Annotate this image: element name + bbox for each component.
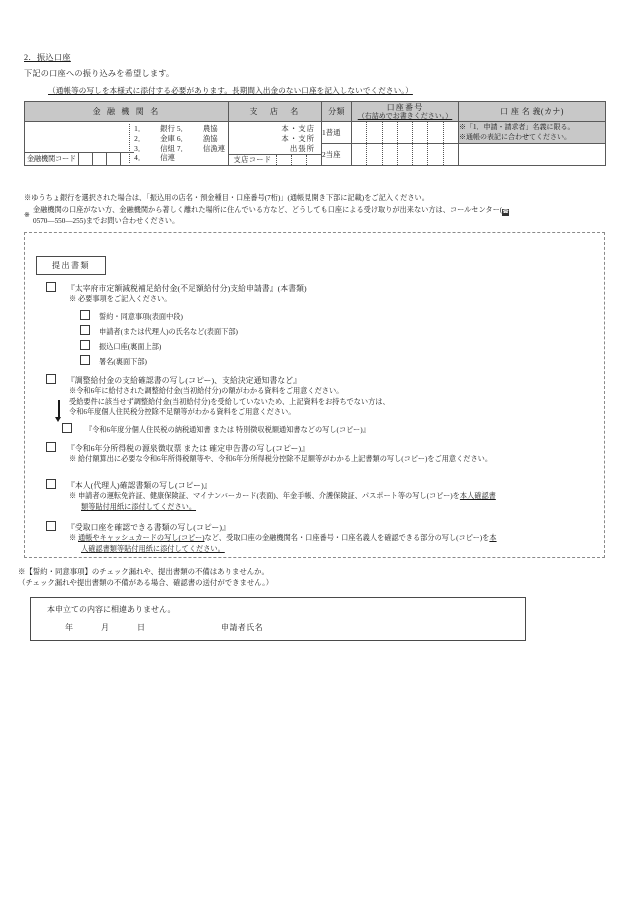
checklist-item-2[interactable] — [46, 374, 591, 418]
account-number-cell[interactable] — [382, 122, 397, 143]
institution-type-row — [134, 144, 225, 154]
note-2-line2: 0570—550—255)までお問い合わせください。 — [33, 216, 180, 225]
checklist-item-3-note: ※ 給付額算出に必要な令和6年所得税額等や、令和6年分所得税分控除不足額等がわかる上記書類の写し(コピー)をご用意ください。 — [69, 455, 493, 464]
checklist-item-1[interactable] — [46, 282, 586, 305]
subcheck-label: 申請者(または代理人)の氏名など(表面下部) — [99, 327, 238, 336]
section-note — [48, 85, 413, 96]
bank-account-table — [24, 101, 606, 166]
declaration-statement: 本申立ての内容に相違ありません。 — [47, 605, 176, 614]
type-name-2: 金庫 — [160, 133, 175, 143]
type-name-4: 信連 — [160, 153, 175, 163]
type-no-7: 7． — [176, 143, 188, 153]
item-5-note-mid: など、受取口座の金融機関名・口座番号・口座名義人を確認できる部分の写し(コピー)を — [204, 534, 490, 543]
institution-type-row — [134, 124, 225, 134]
table-header-row — [25, 102, 606, 122]
checklist-item-2-note-2: 受給要件に該当せず調整給付金(当初給付分)を受給していないため、上記資料をお持ちでない方は、 — [69, 397, 390, 406]
section-note-text: （通帳等の写しを本様式に添付する必要があります。長期間入出金のない口座を記入しないでください。） — [48, 86, 413, 95]
checkbox-subitem-2[interactable] — [80, 325, 90, 335]
type-no-5: 5． — [176, 124, 188, 133]
bottom-note-1: ※【誓約・同意事項】のチェック漏れや、提出書類の不備はありませんか。 — [18, 567, 269, 576]
header-account-number-hint: （右詰めでお書きください。） — [357, 112, 453, 121]
table-notes — [24, 193, 609, 227]
account-number-grid[interactable] — [352, 144, 458, 165]
table-note-2 — [24, 205, 609, 227]
item-5-note-underline-1: 通帳やキャッシュカードの写し(コピー) — [78, 534, 205, 543]
account-number-cell[interactable] — [352, 144, 366, 165]
type-name-5: 農協 — [202, 124, 218, 133]
header-institution-name: 金 融 機 関 名 — [25, 102, 229, 122]
account-number-cell[interactable] — [397, 122, 412, 143]
account-number-grid[interactable] — [352, 122, 458, 143]
account-number-cell[interactable] — [397, 144, 412, 165]
checkbox-subitem-1[interactable] — [80, 310, 90, 320]
branch-code-box[interactable] — [291, 155, 306, 165]
header-account-holder: 口 座 名 義(カナ) — [459, 102, 606, 122]
institution-code-row — [25, 152, 134, 165]
checklist-item-3-title: 『令和6年分所得税の源泉徴収票 または 確定申告書の写し(コピー)』 — [66, 444, 310, 453]
branch-type-line: 本・支所 — [281, 133, 315, 143]
account-number-cell[interactable] — [427, 144, 442, 165]
table-body-row-1 — [25, 122, 606, 144]
declaration-signature-box[interactable] — [30, 597, 526, 641]
account-number-cell[interactable] — [443, 144, 458, 165]
type-name-3: 信組 — [160, 143, 175, 153]
account-holder-notes — [459, 122, 606, 144]
subcheck-row[interactable] — [80, 340, 580, 352]
account-number-cell[interactable] — [352, 122, 366, 143]
checklist-item-2-child-title: 『令和6年度分個人住民税の納税通知書 または 特別徴収税額通知書などの写し(コピー)』 — [84, 426, 370, 434]
category-option-touza[interactable] — [322, 144, 352, 166]
header-account-number — [352, 102, 459, 122]
item-5-note-pre: ※ — [69, 534, 78, 543]
institution-type-row — [134, 134, 225, 144]
branch-input-cell[interactable] — [229, 122, 322, 166]
item-5-note-underline-2: 本 — [489, 534, 497, 543]
checklist-item-4-note — [69, 491, 611, 512]
checklist-item-5[interactable] — [46, 521, 611, 554]
subcheck-label: 振込口座(裏面上部) — [99, 342, 162, 351]
account-number-cell[interactable] — [412, 122, 427, 143]
checkbox-item-4[interactable] — [46, 479, 56, 489]
header-branch-name: 支 店 名 — [229, 102, 322, 122]
institution-code-boxes[interactable] — [79, 152, 134, 165]
account-number-cell[interactable] — [366, 144, 381, 165]
branch-type-lines — [229, 124, 315, 153]
branch-code-boxes[interactable] — [276, 155, 321, 165]
header-account-number-line1: 口座番号 — [386, 102, 424, 112]
submit-documents-label: 提出書類 — [36, 256, 106, 275]
account-number-input-row-1[interactable] — [352, 122, 459, 144]
note-mark: ※ — [24, 210, 31, 219]
subcheck-row[interactable] — [80, 355, 580, 367]
checklist-item-2-note-3: 令和6年度個人住民税分控除不足額等がわかる資料をご用意ください。 — [69, 408, 296, 417]
checklist-item-1-title: 『太宰府市定額減税補足給付金(不足額給付分)支給申請書』(本書類) — [66, 284, 307, 293]
checklist-item-5-title: 『受取口座を確認できる書類の写し(コピー)』 — [66, 523, 230, 532]
account-number-cell[interactable] — [366, 122, 381, 143]
institution-type-row — [134, 153, 225, 163]
checklist-item-4-title: 『本人(代理人)確認書類の写し(コピー)』 — [66, 481, 212, 490]
header-account-number-line2 — [352, 112, 458, 120]
table-note-1: ※ゆうちょ銀行を選択された場合は、「振込用の店名・預金種目・口座番号(7桁)」(通帳見開き下部に記載)をご記入ください。 — [24, 194, 429, 202]
arrow-head — [55, 417, 61, 422]
type-no-1: 1． — [134, 124, 146, 133]
checklist-item-1-note: ※ 必要事項をご記入ください。 — [69, 295, 172, 304]
bottom-note-2: （チェック漏れや提出書類の不備がある場合、確認書の送付ができません。） — [18, 578, 274, 588]
checkbox-subitem-4[interactable] — [80, 355, 90, 365]
checkbox-item-5[interactable] — [46, 521, 56, 531]
institution-code-box[interactable] — [121, 153, 134, 165]
header-category: 分類 — [322, 102, 352, 122]
subcheck-row[interactable] — [80, 310, 580, 322]
category-option-futsuu[interactable] — [322, 122, 352, 144]
subcheck-label: 誓約・同意事項(表面中段) — [99, 313, 183, 321]
checkbox-item-1[interactable] — [46, 282, 56, 292]
item-4-note-underline-1: 本人確認書 — [459, 492, 496, 501]
holder-note: ※通帳の表記に合わせてください。 — [459, 132, 571, 141]
note-2-line1: 金融機関の口座がない方、金融機関から著しく離れた場所に住んでいる方など、どうしても口座による受け取りが出来ない方は、コールセンター( — [33, 205, 503, 214]
checklist-item-5-note — [69, 533, 611, 554]
type-no-4: 4． — [134, 153, 146, 163]
branch-type-line: 本・支店 — [281, 124, 315, 133]
type-no-6: 6． — [176, 133, 188, 143]
institution-code-label: 金融機関コード — [25, 152, 79, 165]
category-label-1: 1普通 — [322, 128, 341, 137]
account-number-cell[interactable] — [382, 144, 397, 165]
checkbox-subitem-3[interactable] — [80, 340, 90, 350]
checklist-item-2-title: 『調整給付金の支給確認書の写し(コピー)、支給決定通知書など』 — [66, 376, 302, 385]
date-fields[interactable] — [65, 622, 145, 633]
type-no-2: 2． — [134, 133, 146, 143]
institution-code-box[interactable] — [107, 153, 121, 165]
holder-note: ※「1．申請・請求者」名義に限る。 — [459, 123, 575, 132]
checkbox-item-2-child[interactable] — [62, 423, 72, 433]
checklist-item-1-subchecks — [80, 310, 580, 367]
checkbox-item-3[interactable] — [46, 442, 56, 452]
account-number-cell[interactable] — [427, 122, 442, 143]
checklist-item-3[interactable] — [46, 442, 606, 465]
item-4-note-underline-2: 類等貼付用紙に添付してください。 — [81, 502, 197, 511]
subcheck-label: 署名(裏面下部) — [99, 357, 147, 366]
checklist-item-4[interactable] — [46, 479, 611, 512]
type-no-3: 3． — [134, 143, 146, 153]
section-lead-text: 下記の口座への振り込みを希望します。 — [24, 69, 175, 78]
subcheck-row[interactable] — [80, 325, 580, 337]
type-name-7: 信漁連 — [202, 143, 225, 153]
telephone-icon: ☎ — [502, 209, 509, 215]
type-name-1: 銀行 — [160, 124, 175, 133]
branch-code-box[interactable] — [306, 155, 321, 165]
applicant-name-label: 申請者氏名 — [221, 623, 263, 632]
note-2-body — [33, 205, 609, 227]
item-5-note-underline-3: 人確認書類等貼付用紙に添付してください。 — [81, 544, 225, 553]
type-name-6: 漁協 — [202, 133, 218, 143]
item-4-note-line1: ※ 申請者の運転免許証、健康保険証、マイナンバーカード(表面)、年金手帳、介護保険証、パスポート等の写し(コピー)を — [69, 492, 460, 501]
branch-code-label: 支店コード — [233, 156, 272, 164]
day-label: 日 — [137, 623, 145, 632]
branch-code-row — [229, 154, 321, 165]
institution-code-box[interactable] — [79, 153, 93, 165]
institution-input-cell[interactable] — [25, 122, 229, 166]
year-label: 年 — [65, 623, 73, 632]
category-label-2: 2当座 — [322, 150, 341, 159]
account-number-cell[interactable] — [443, 122, 458, 143]
checklist-item-2-child[interactable] — [62, 423, 592, 435]
branch-code-box[interactable] — [276, 155, 291, 165]
checkbox-item-2[interactable] — [46, 374, 56, 384]
institution-type-list — [129, 124, 225, 163]
account-number-input-row-2[interactable] — [352, 144, 459, 166]
bottom-notes — [18, 566, 273, 589]
month-label: 月 — [101, 623, 109, 632]
account-number-cell[interactable] — [412, 144, 427, 165]
branch-type-line: 出張所 — [289, 143, 315, 153]
section-heading: 2．振込口座 — [24, 53, 71, 62]
checklist-item-2-note-1: ※令和6年に給付された調整給付金(当初給付分)の額がわかる資料をご用意ください。 — [69, 387, 344, 396]
institution-code-box[interactable] — [93, 153, 107, 165]
account-holder-input-cell[interactable] — [459, 144, 606, 166]
